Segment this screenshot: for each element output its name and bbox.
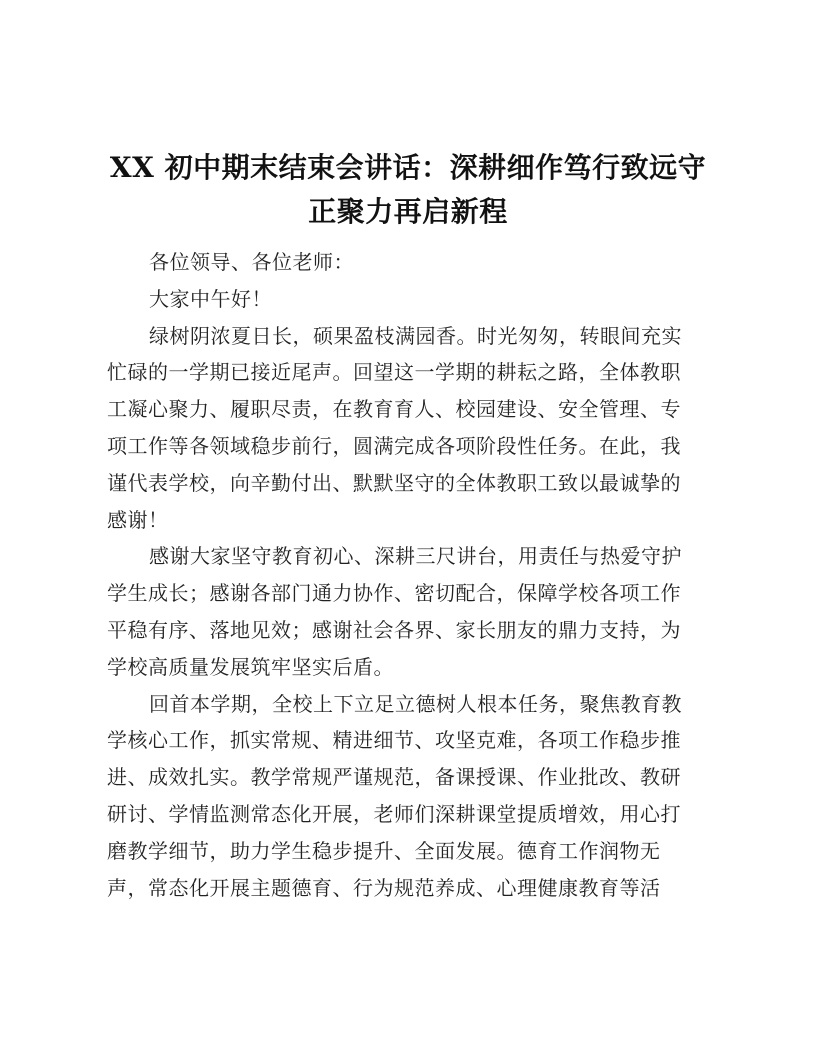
body-line: 感谢！ [107,507,169,532]
title-line-1: XX 初中期末结束会讲话：深耕细作笃行致远守 [109,151,707,184]
body-line: 声，常态化开展主题德育、行为规范养成、心理健康教育等活 [107,875,661,900]
body-line: 感谢大家坚守教育初心、深耕三尺讲台，用责任与热爱守护 [149,544,682,569]
body-line: 平稳有序、落地见效；感谢社会各界、家长朋友的鼎力支持，为 [107,617,681,642]
body-line: 学校高质量发展筑牢坚实后盾。 [107,654,394,679]
body-line: 研讨、学情监测常态化开展，老师们深耕课堂提质增效，用心打 [107,801,681,826]
title-line-2: 正聚力再启新程 [308,195,508,228]
body-line: 忙碌的一学期已接近尾声。回望这一学期的耕耘之路，全体教职 [107,360,681,385]
body-line: 回首本学期，全校上下立足立德树人根本任务，聚焦教育教 [149,691,682,716]
body-line: 学生成长；感谢各部门通力协作、密切配合，保障学校各项工作 [107,581,681,606]
body-line: 绿树阴浓夏日长，硕果盈枝满园香。时光匆匆，转眼间充实 [149,323,682,348]
body-line: 磨教学细节，助力学生稳步提升、全面发展。德育工作润物无 [107,838,661,863]
body-line: 进、成效扎实。教学常规严谨规范，备课授课、作业批改、教研 [107,765,681,790]
body-line: 工凝心聚力、履职尽责，在教育育人、校园建设、安全管理、专 [107,397,681,422]
body-line: 大家中午好！ [149,286,272,311]
body-line: 各位领导、各位老师： [149,250,354,274]
body-line: 学核心工作，抓实常规、精进细节、攻坚克难，各项工作稳步推 [107,728,681,753]
document-title [95,146,721,234]
document-body [107,244,707,906]
body-line: 项工作等各领域稳步前行，圆满完成各项阶段性任务。在此，我 [107,433,681,458]
body-line: 谨代表学校，向辛勤付出、默默坚守的全体教职工致以最诚挚的 [107,470,681,495]
